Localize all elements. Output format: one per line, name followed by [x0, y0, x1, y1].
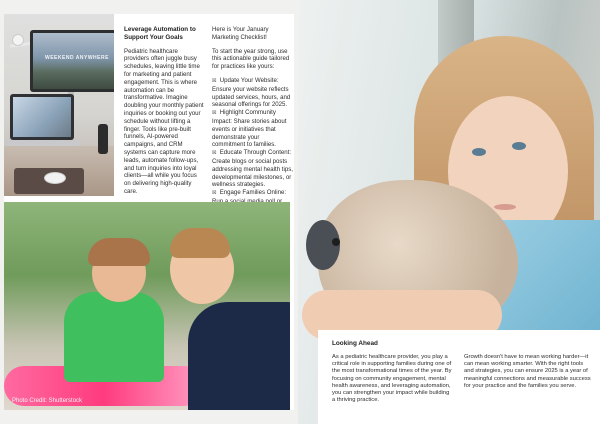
child-green-shirt — [64, 292, 164, 382]
checkbox-icon: ☒ — [212, 190, 217, 197]
checklist-item — [212, 149, 294, 189]
checklist-item-text: Update Your Website: Ensure your website reflects updated services, hours, and seasonal offerings for 2025. — [212, 76, 291, 109]
checkbox-icon: ☒ — [212, 77, 217, 84]
looking-ahead-panel — [318, 330, 600, 424]
monitor-screen — [33, 33, 114, 89]
checkbox-icon: ☒ — [212, 110, 217, 117]
monitor-screen-text: WEEKEND ANYWHERE — [45, 55, 109, 61]
child-hair — [170, 228, 230, 258]
desk-lamp-head — [12, 34, 24, 46]
looking-ahead-paragraph-1: As a pediatric healthcare provider, you play a critical role in supporting families during one of the most transformational times of the year. By focusing on community engagement, mental health awareness, and leveraging automation, you can strengthen your impact while building a thriving practice. — [332, 354, 452, 404]
photo-credit: Photo Credit: Shutterstock — [12, 398, 83, 404]
checklist-intro-title: Here is Your January Marketing Checklist! — [212, 26, 269, 41]
desktop-monitor — [30, 30, 114, 92]
girl-eye — [472, 148, 486, 156]
teddy-bear-eye — [332, 238, 340, 246]
kids-playing-photo — [4, 202, 290, 410]
girl-eye — [512, 142, 526, 150]
child-hair — [88, 238, 150, 266]
child-navy-shirt — [188, 302, 290, 410]
checklist-item-text: Engage Families Online: — [219, 189, 287, 197]
looking-ahead-heading: Looking Ahead — [332, 340, 378, 347]
desk-workspace-photo — [4, 14, 114, 196]
checklist-item-text: Educate Through Content: Create blogs or social posts addressing mental health tips, developmental milestones, or wellness strategies. — [212, 149, 293, 189]
desk-plant-pot — [98, 124, 108, 154]
automation-paragraph-1: Pediatric healthcare providers often juggle busy schedules, leaving little time for marketing and patient engagement. This is where automation can be transformative. Imagine doubling your monthly patient inquiries or booking out your schedule without lifting a finger. Tools like pre-built funnels, AI-powered campaigns, and CRM systems can capture more leads, automate follow-ups, and turn inquiries into loyal clients—all while you focus on delivering high-quality care. — [124, 47, 204, 195]
checklist-item — [212, 77, 294, 109]
checklist-item — [212, 109, 294, 149]
laptop — [10, 94, 74, 140]
checkbox-icon: ☒ — [212, 150, 217, 157]
computer-mouse — [44, 172, 66, 184]
girl-mouth — [494, 204, 516, 210]
laptop-screen — [13, 97, 71, 137]
checklist-intro-text: To start the year strong, use this actionable guide tailored for practices like yours: — [212, 47, 290, 71]
automation-heading: Leverage Automation to Support Your Goals — [124, 26, 196, 41]
checklist-item-text: Highlight Community Impact: Share stories about events or initiatives that demonstrate your commitment to families. — [212, 109, 287, 149]
looking-ahead-paragraph-2: Growth doesn't have to mean working harder—it can mean working smarter. With the right tools and strategies, you can ensure 2025 is a year of meaningful connections and measurable success for your practice and the families you serve. — [464, 354, 591, 389]
